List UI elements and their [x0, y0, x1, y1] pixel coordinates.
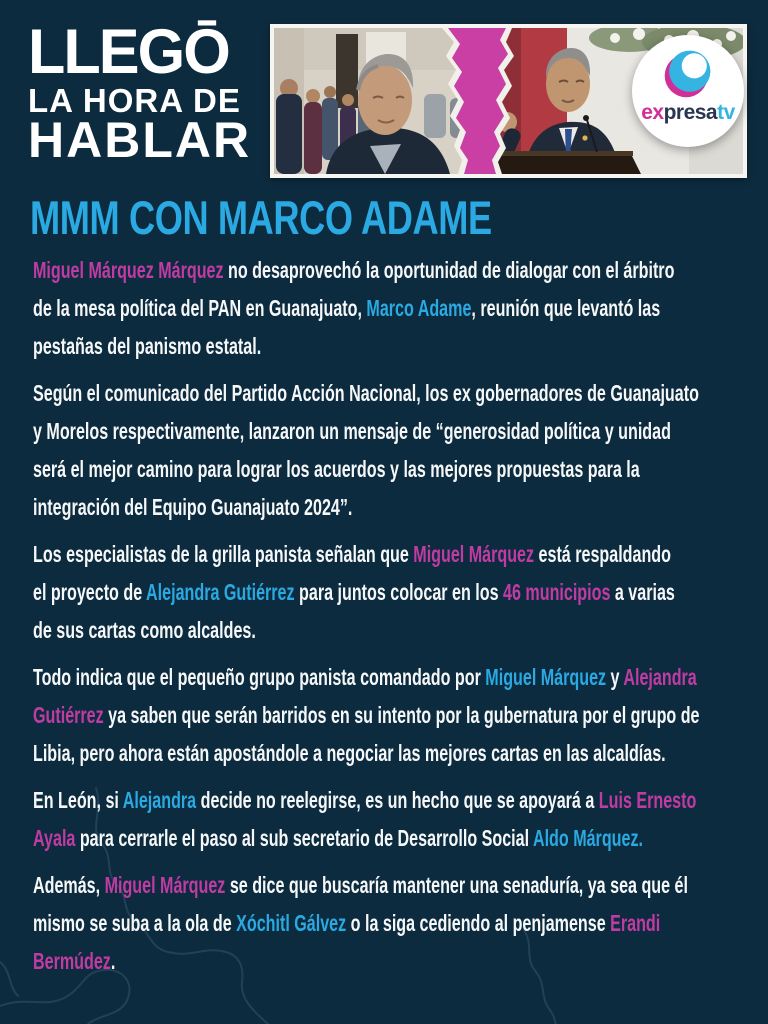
- text-line: [33, 289, 661, 327]
- text-run: de la mesa política del PAN en Guanajuato,: [33, 295, 367, 321]
- highlighted-name: Ayala: [33, 825, 76, 851]
- highlighted-name: Alejandra: [623, 664, 697, 690]
- text-run: , reunión que levantó las: [471, 295, 661, 321]
- headline: MMM CON MARCO ADAME: [30, 191, 492, 244]
- brand-part-ex: ex: [641, 101, 664, 124]
- highlighted-name: Miguel Márquez: [485, 664, 607, 690]
- text-run: de sus cartas como alcaldes.: [33, 617, 256, 643]
- text-line: [33, 412, 671, 450]
- text-run: ya saben que serán barridos en su intento por la gubernatura por el grupo de: [103, 702, 700, 728]
- expresa-tv-icon: [659, 47, 717, 99]
- expresa-tv-logo: [632, 35, 744, 147]
- text-line: [33, 327, 536, 365]
- text-run: para juntos colocar en los: [294, 579, 504, 605]
- highlighted-name: Miguel Márquez Márquez: [33, 257, 224, 283]
- text-run: Según el comunicado del Partido Acción Nacional, los ex gobernadores de Guanajuato: [33, 380, 699, 406]
- text-line: [33, 251, 675, 289]
- text-line: [33, 781, 697, 819]
- text-line: [33, 696, 700, 734]
- header-photo-collage: [270, 24, 747, 178]
- text-run: se dice que buscaría mantener una senaduría, ya sea que él: [225, 872, 688, 898]
- text-line: [33, 658, 697, 696]
- highlighted-name: Alejandra: [122, 787, 197, 813]
- highlighted-name: Miguel Márquez: [413, 541, 535, 567]
- text-run: Además,: [33, 872, 105, 898]
- text-run: y: [606, 664, 624, 690]
- highlighted-name: Xóchitl Gálvez: [236, 910, 347, 936]
- text-run: o la siga cediendo al penjamense: [346, 910, 611, 936]
- text-run: integración del Equipo Guanajuato 2024”.: [33, 494, 353, 520]
- paragraph: [33, 535, 751, 649]
- text-line: [33, 942, 536, 980]
- text-run: Los especialistas de la grilla panista señalan que: [33, 541, 414, 567]
- text-run: En León, si: [33, 787, 123, 813]
- expresa-tv-wordmark: [641, 101, 735, 125]
- text-run: para cerrarle el paso al sub secretario de Desarrollo Social: [75, 825, 533, 851]
- text-run: no desaprovechó la oportunidad de dialogar con el árbitro: [223, 257, 675, 283]
- paragraph: [33, 866, 751, 980]
- brand-part-presa: presa: [663, 101, 718, 124]
- text-run: está respaldando: [534, 541, 671, 567]
- text-line: [33, 374, 699, 412]
- microphone: [583, 115, 589, 121]
- masthead-line3: HABLAR: [28, 112, 252, 168]
- text-run: mismo se suba a la ola de: [33, 910, 237, 936]
- highlighted-name: Miguel Márquez: [104, 872, 226, 898]
- text-run: pestañas del panismo estatal.: [33, 333, 262, 359]
- paragraph: [33, 251, 751, 365]
- lapel-pin: [582, 135, 587, 140]
- text-line: [33, 904, 661, 942]
- text-run: a varias: [610, 579, 675, 605]
- text-line: [33, 535, 671, 573]
- text-run: Todo indica que el pequeño grupo panista comandado por: [33, 664, 486, 690]
- text-run: Libia, pero ahora están apostándole a negociar las mejores cartas en las alcaldías.: [33, 740, 666, 766]
- text-run: será el mejor camino para lograr los acuerdos y las mejores propuestas para la: [33, 456, 640, 482]
- highlighted-name: Gutiérrez: [33, 702, 104, 728]
- torn-paper-divider: [434, 28, 529, 174]
- text-run: .: [110, 948, 116, 974]
- highlighted-name: Aldo Márquez.: [532, 825, 643, 851]
- brand-part-tv: tv: [717, 101, 735, 124]
- text-line: [33, 573, 675, 611]
- text-line: [33, 611, 536, 649]
- highlighted-name: Luis Ernesto: [598, 787, 697, 813]
- highlighted-name: Erandi: [610, 910, 661, 936]
- text-line: [33, 450, 640, 488]
- masthead-line1: LLEGŌ: [28, 17, 229, 87]
- masthead-line2: LA HORA DE: [28, 82, 241, 119]
- masthead-logo: [28, 17, 264, 168]
- paragraph: [33, 658, 751, 772]
- highlighted-name: 46 municipios: [503, 579, 611, 605]
- highlighted-name: Alejandra Gutiérrez: [146, 579, 295, 605]
- text-line: [33, 488, 536, 526]
- text-run: el proyecto de: [33, 579, 147, 605]
- highlighted-name: Bermúdez: [33, 948, 111, 974]
- text-line: [33, 734, 666, 772]
- article-body: [33, 251, 751, 989]
- text-line: [33, 819, 643, 857]
- paragraph: [33, 374, 751, 526]
- highlighted-name: Marco Adame: [366, 295, 472, 321]
- text-run: decide no reelegirse, es un hecho que se apoyará a: [196, 787, 599, 813]
- paragraph: [33, 781, 751, 857]
- text-run: y Morelos respectivamente, lanzaron un mensaje de “generosidad política y unidad: [33, 418, 671, 444]
- text-line: [33, 866, 688, 904]
